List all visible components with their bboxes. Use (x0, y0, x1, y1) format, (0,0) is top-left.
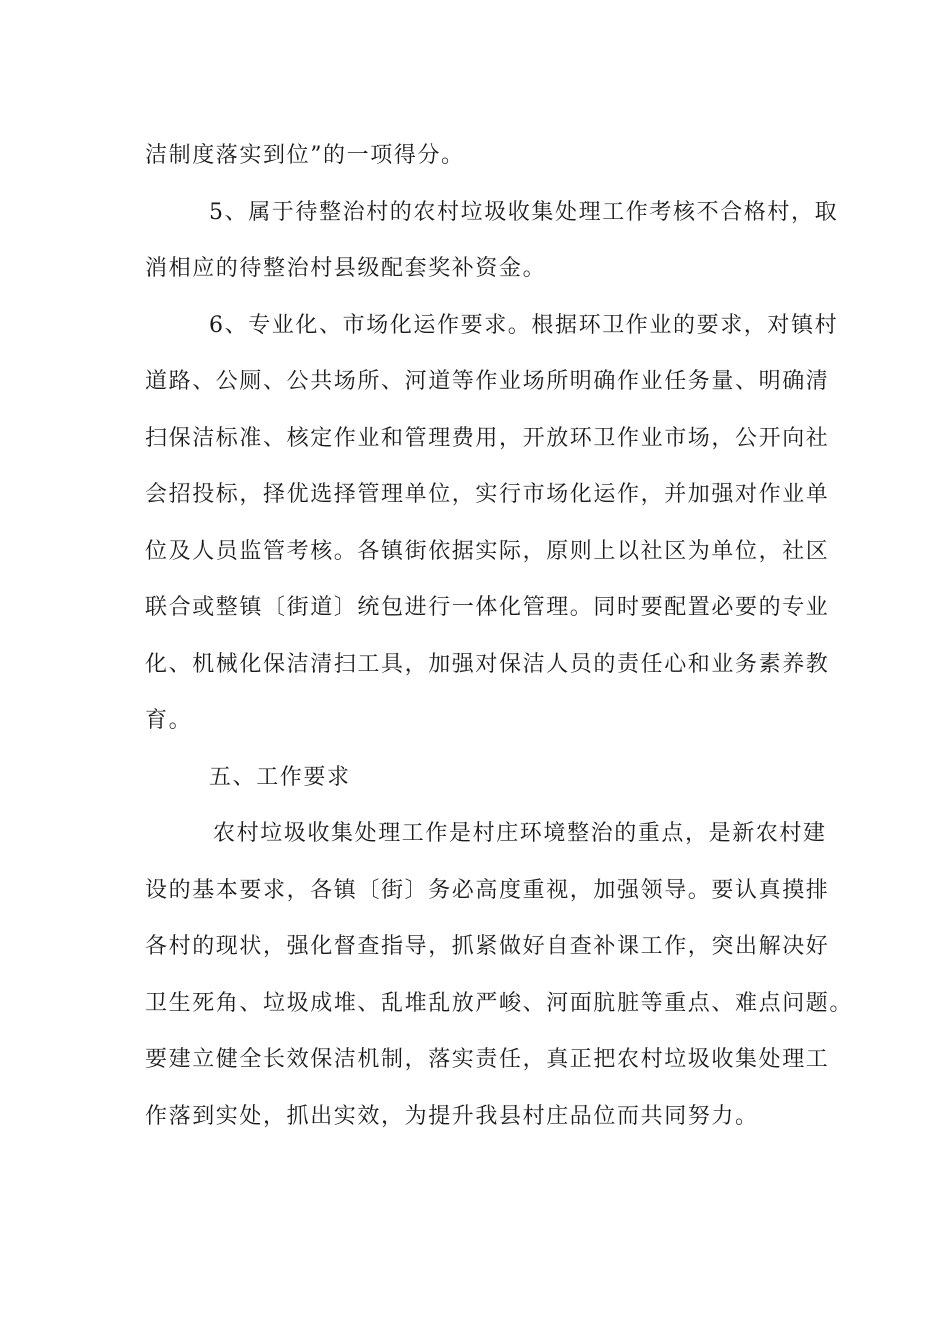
paragraph-line: 卫生死角、垃圾成堆、乱堆乱放严峻、河面肮脏等重点、难点问题。 (145, 990, 854, 1016)
paragraph-line: 消相应的待整治村县级配套奖补资金。 (145, 256, 547, 281)
paragraph-line: 设的基本要求，各镇〔街〕务必高度重视，加强领导。要认真摸排 (145, 877, 830, 903)
paragraph-line: 要建立健全长效保洁机制，落实责任，真正把农村垃圾收集处理工 (145, 1047, 830, 1072)
paragraph-line: 洁制度落实到位”的一项得分。 (145, 143, 465, 168)
paragraph-line: 联合或整镇〔街道〕统包进行一体化管理。同时要配置必要的专业 (145, 595, 830, 620)
paragraph-line: 农村垃圾收集处理工作是村庄环境整治的重点，是新农村建 (213, 821, 827, 846)
paragraph-line: 育。 (145, 708, 193, 733)
paragraph-line: 5、属于待整治村的农村垃圾收集处理工作考核不合格村，取 (209, 199, 839, 225)
paragraph-line: 作落到实处，抓出实效，为提升我县村庄品位而共同努力。 (145, 1103, 759, 1129)
paragraph-line: 道路、公厕、公共场所、河道等作业场所明确作业任务量、明确清 (145, 369, 830, 394)
paragraph-line: 6、专业化、市场化运作要求。根据环卫作业的要求，对镇村 (209, 312, 839, 338)
paragraph-line: 位及人员监管考核。各镇街依据实际，原则上以社区为单位，社区 (145, 538, 830, 564)
paragraph-line: 扫保洁标准、核定作业和管理费用，开放环卫作业市场，公开向社 (145, 425, 830, 451)
paragraph-line: 会招投标，择优选择管理单位，实行市场化运作，并加强对作业单 (145, 482, 830, 507)
document-body (145, 128, 854, 1145)
paragraph-line: 化、机械化保洁清扫工具，加强对保洁人员的责任心和业务素养教 (145, 651, 830, 677)
paragraph-line: 各村的现状，强化督查指导，抓紧做好自查补课工作，突出解决好 (145, 934, 830, 959)
section-heading: 五、工作要求 (209, 764, 351, 790)
